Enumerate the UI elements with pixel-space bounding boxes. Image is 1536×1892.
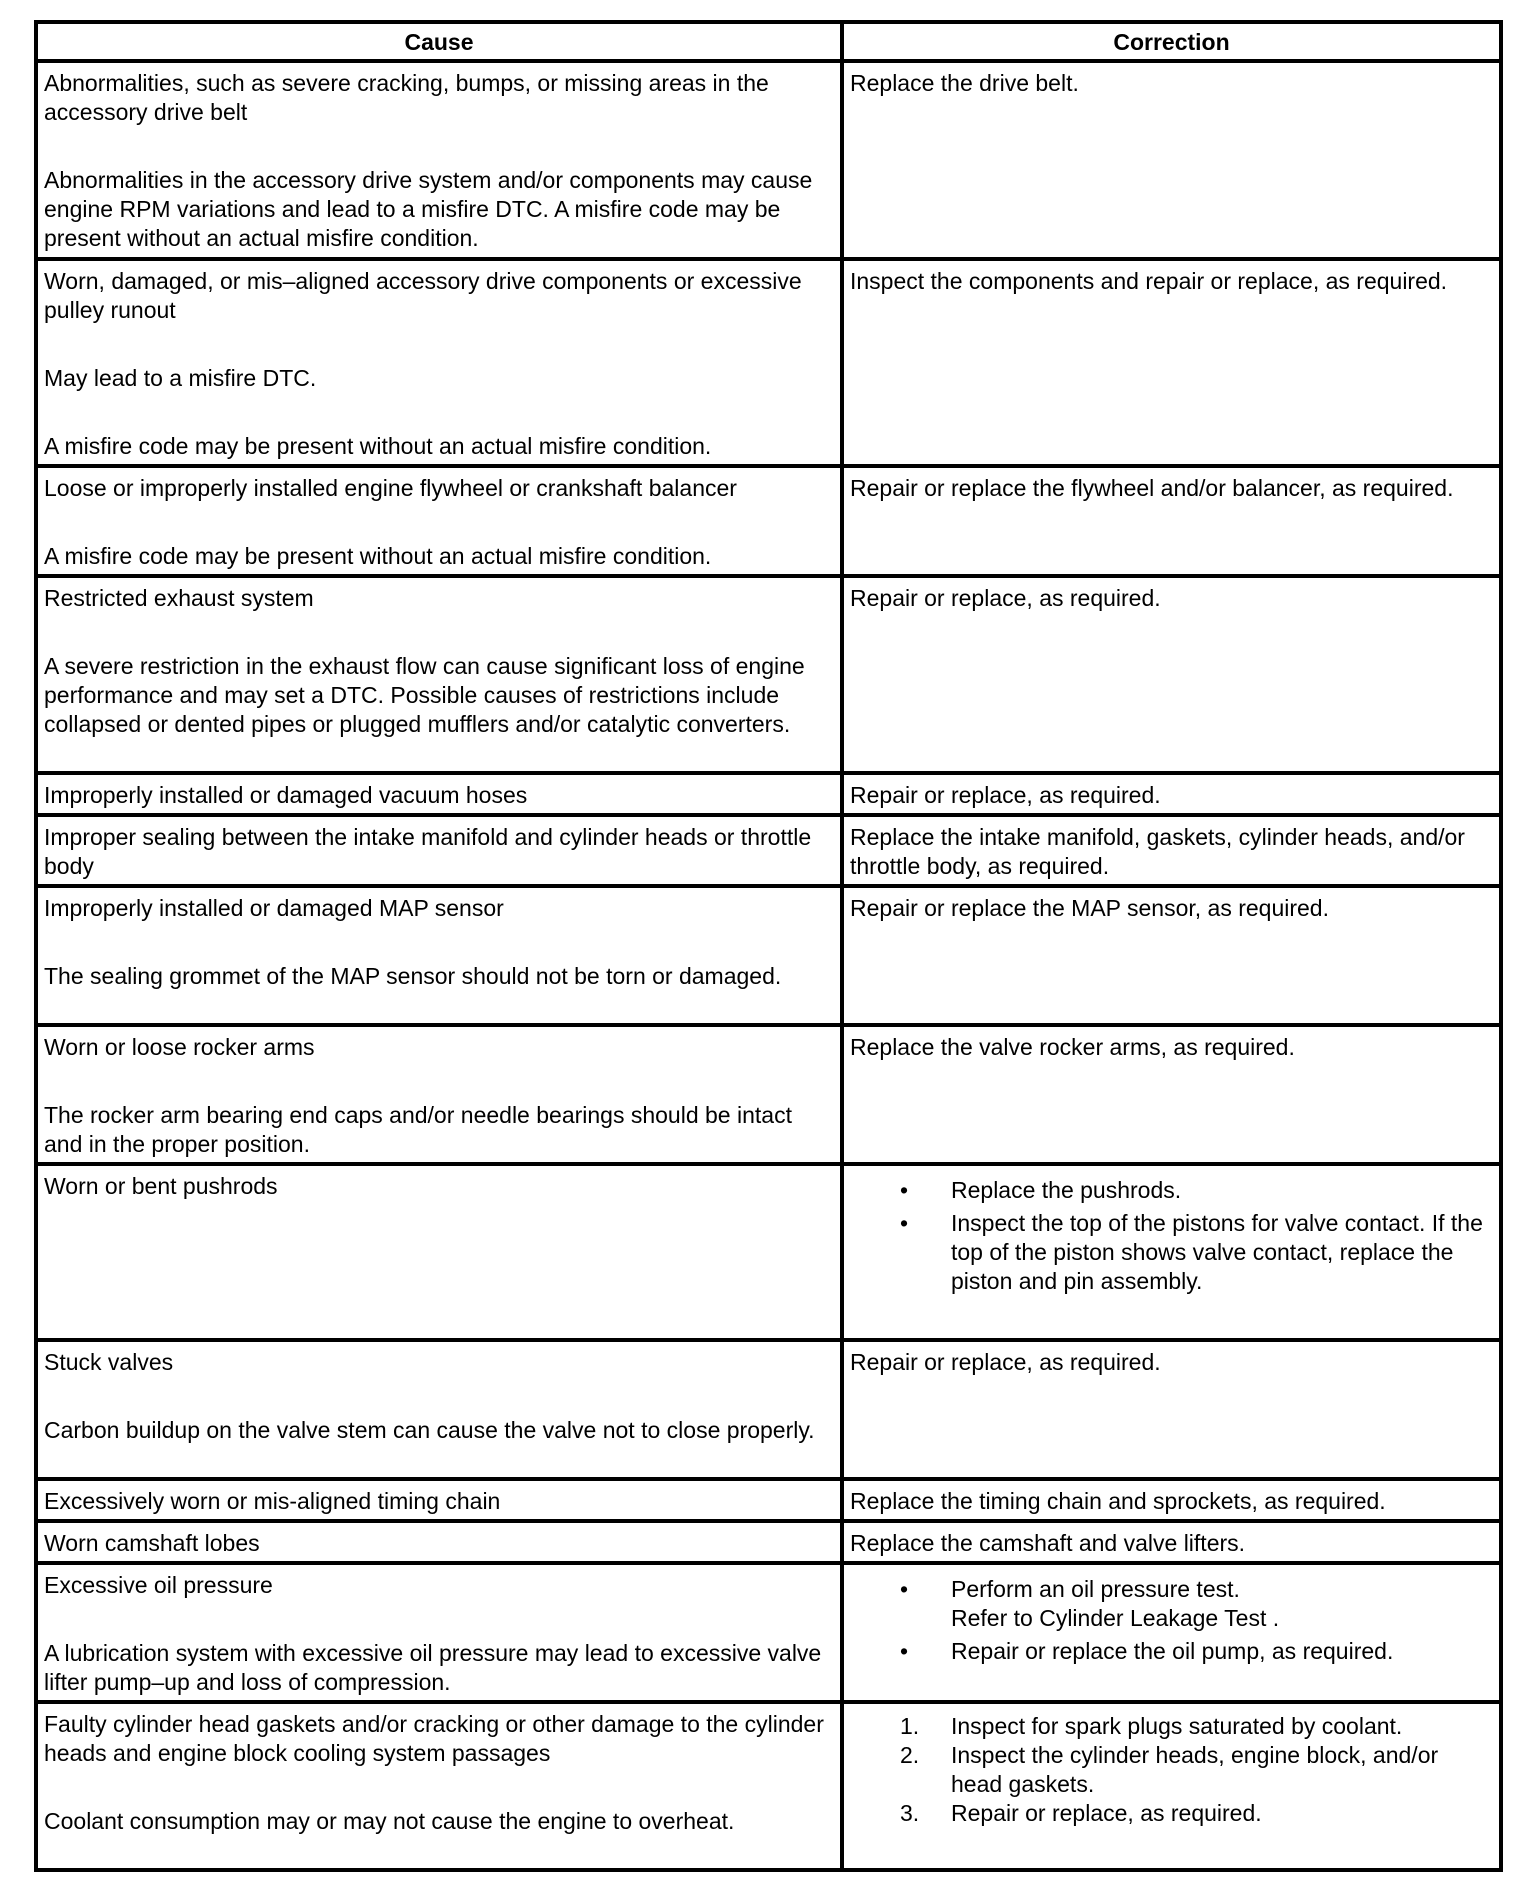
cause-text: Faulty cylinder head gaskets and/or cracking or other damage to the cylinder heads and engine block cooling system passages: [44, 1711, 824, 1766]
cause-note: Carbon buildup on the valve stem can cause the valve not to close properly.: [44, 1417, 815, 1443]
cause-note: A misfire code may be present without an actual misfire condition.: [44, 433, 712, 459]
correction-cell: [842, 1521, 1501, 1563]
correction-header: Correction: [842, 22, 1501, 61]
list-item: [850, 1741, 1493, 1799]
cause-note: A misfire code may be present without an actual misfire condition.: [44, 543, 712, 569]
bullet-icon: •: [900, 1638, 909, 1664]
cause-cell: [36, 1702, 842, 1870]
cause-cell: [36, 61, 842, 259]
correction-cell: [842, 1479, 1501, 1521]
cause-text: Stuck valves: [44, 1349, 174, 1375]
table-row: [36, 1479, 1501, 1521]
cause-cell: [36, 1025, 842, 1164]
cause-note: A severe restriction in the exhaust flow can cause significant loss of engine performance and may set a DTC. Possible causes of restrictions include collapsed or dented pipes or plugged mufflers and/or catalytic converters.: [44, 653, 805, 737]
step-number: 3.: [900, 1800, 920, 1826]
table-row: [36, 1340, 1501, 1479]
cause-note: The rocker arm bearing end caps and/or needle bearings should be intact and in the proper position.: [44, 1102, 792, 1157]
step-text: Repair or replace, as required.: [951, 1800, 1262, 1826]
correction-cell: [842, 1164, 1501, 1340]
cause-text: Worn or loose rocker arms: [44, 1034, 315, 1060]
step-number: 1.: [900, 1713, 920, 1739]
correction-text: Replace the timing chain and sprockets, as required.: [850, 1488, 1386, 1514]
list-item: [850, 1575, 1493, 1633]
cause-cell: [36, 815, 842, 886]
cause-text: Loose or improperly installed engine flywheel or crankshaft balancer: [44, 475, 737, 501]
correction-text: Repair or replace, as required.: [850, 782, 1161, 808]
table-row: [36, 61, 1501, 259]
cause-cell: [36, 1563, 842, 1702]
correction-cell: [842, 886, 1501, 1025]
correction-text: Inspect the components and repair or replace, as required.: [850, 268, 1448, 294]
cause-note: Abnormalities in the accessory drive system and/or components may cause engine RPM variations and lead to a misfire DTC. A misfire code may be present without an actual misfire condition.: [44, 167, 813, 251]
list-item: [850, 1712, 1493, 1741]
correction-text: Repair or replace, as required.: [850, 1349, 1161, 1375]
table-row: [36, 466, 1501, 576]
cause-correction-table: [34, 20, 1503, 1872]
bullet-text: Perform an oil pressure test.: [951, 1576, 1240, 1602]
table-row: [36, 259, 1501, 466]
cause-cell: [36, 1340, 842, 1479]
correction-bullet-list: [850, 1176, 1493, 1296]
table-row: [36, 1563, 1501, 1702]
bullet-icon: •: [900, 1177, 909, 1203]
cause-cell: [36, 576, 842, 773]
correction-cell: [842, 61, 1501, 259]
cause-cell: [36, 259, 842, 466]
step-text: Inspect for spark plugs saturated by coolant.: [951, 1713, 1403, 1739]
table-row: [36, 1025, 1501, 1164]
correction-cell: [842, 1340, 1501, 1479]
correction-text: Repair or replace, as required.: [850, 585, 1161, 611]
table-row: [36, 1521, 1501, 1563]
cause-cell: [36, 1479, 842, 1521]
correction-bullet-list: [850, 1575, 1493, 1666]
correction-text: Replace the valve rocker arms, as required.: [850, 1034, 1295, 1060]
correction-cell: [842, 1025, 1501, 1164]
correction-step-list: [850, 1712, 1493, 1828]
correction-cell: [842, 1563, 1501, 1702]
cause-note: May lead to a misfire DTC.: [44, 365, 317, 391]
correction-text: Repair or replace the flywheel and/or balancer, as required.: [850, 475, 1454, 501]
bullet-icon: •: [900, 1576, 909, 1602]
table-row: [36, 773, 1501, 815]
cause-text: Worn or bent pushrods: [44, 1173, 278, 1199]
bullet-text: Inspect the top of the pistons for valve contact. If the top of the piston shows valve contact, replace the piston and pin assembly.: [951, 1210, 1483, 1294]
table-row: [36, 1702, 1501, 1870]
cause-cell: [36, 466, 842, 576]
cause-cell: [36, 886, 842, 1025]
bullet-text: Replace the pushrods.: [951, 1177, 1182, 1203]
list-item: [850, 1799, 1493, 1828]
bullet-icon: •: [900, 1210, 909, 1236]
cause-cell: [36, 773, 842, 815]
table-row: [36, 886, 1501, 1025]
cause-text: Worn camshaft lobes: [44, 1530, 260, 1556]
cause-cell: [36, 1164, 842, 1340]
list-item: [850, 1176, 1493, 1205]
correction-cell: [842, 576, 1501, 773]
cause-text: Restricted exhaust system: [44, 585, 314, 611]
table-row: [36, 1164, 1501, 1340]
correction-text: Replace the camshaft and valve lifters.: [850, 1530, 1246, 1556]
step-text: Inspect the cylinder heads, engine block, and/or head gaskets.: [951, 1742, 1439, 1797]
cause-cell: [36, 1521, 842, 1563]
cause-text: Improper sealing between the intake manifold and cylinder heads or throttle body: [44, 824, 812, 879]
correction-cell: [842, 815, 1501, 886]
cause-text: Improperly installed or damaged MAP sensor: [44, 895, 504, 921]
cause-text: Worn, damaged, or mis–aligned accessory drive components or excessive pulley runout: [44, 268, 802, 323]
correction-cell: [842, 259, 1501, 466]
correction-cell: [842, 466, 1501, 576]
reference-text: Refer to Cylinder Leakage Test .: [951, 1605, 1280, 1631]
correction-text: Repair or replace the MAP sensor, as required.: [850, 895, 1329, 921]
table-row: [36, 576, 1501, 773]
step-number: 2.: [900, 1742, 920, 1768]
cause-text: Excessively worn or mis-aligned timing chain: [44, 1488, 501, 1514]
correction-text: Replace the intake manifold, gaskets, cylinder heads, and/or throttle body, as required.: [850, 824, 1465, 879]
correction-cell: [842, 1702, 1501, 1870]
correction-cell: [842, 773, 1501, 815]
list-item: [850, 1637, 1493, 1666]
cause-note: The sealing grommet of the MAP sensor should not be torn or damaged.: [44, 963, 782, 989]
cause-text: Abnormalities, such as severe cracking, bumps, or missing areas in the accessory drive belt: [44, 70, 769, 125]
table-row: [36, 815, 1501, 886]
cause-note: A lubrication system with excessive oil pressure may lead to excessive valve lifter pump–up and loss of compression.: [44, 1640, 822, 1695]
header-row: [36, 22, 1501, 61]
list-item: [850, 1209, 1493, 1296]
correction-text: Replace the drive belt.: [850, 70, 1079, 96]
cause-header: Cause: [36, 22, 842, 61]
cause-note: Coolant consumption may or may not cause the engine to overheat.: [44, 1808, 735, 1834]
cause-text: Improperly installed or damaged vacuum hoses: [44, 782, 528, 808]
bullet-text: Repair or replace the oil pump, as required.: [951, 1638, 1394, 1664]
cause-text: Excessive oil pressure: [44, 1572, 273, 1598]
